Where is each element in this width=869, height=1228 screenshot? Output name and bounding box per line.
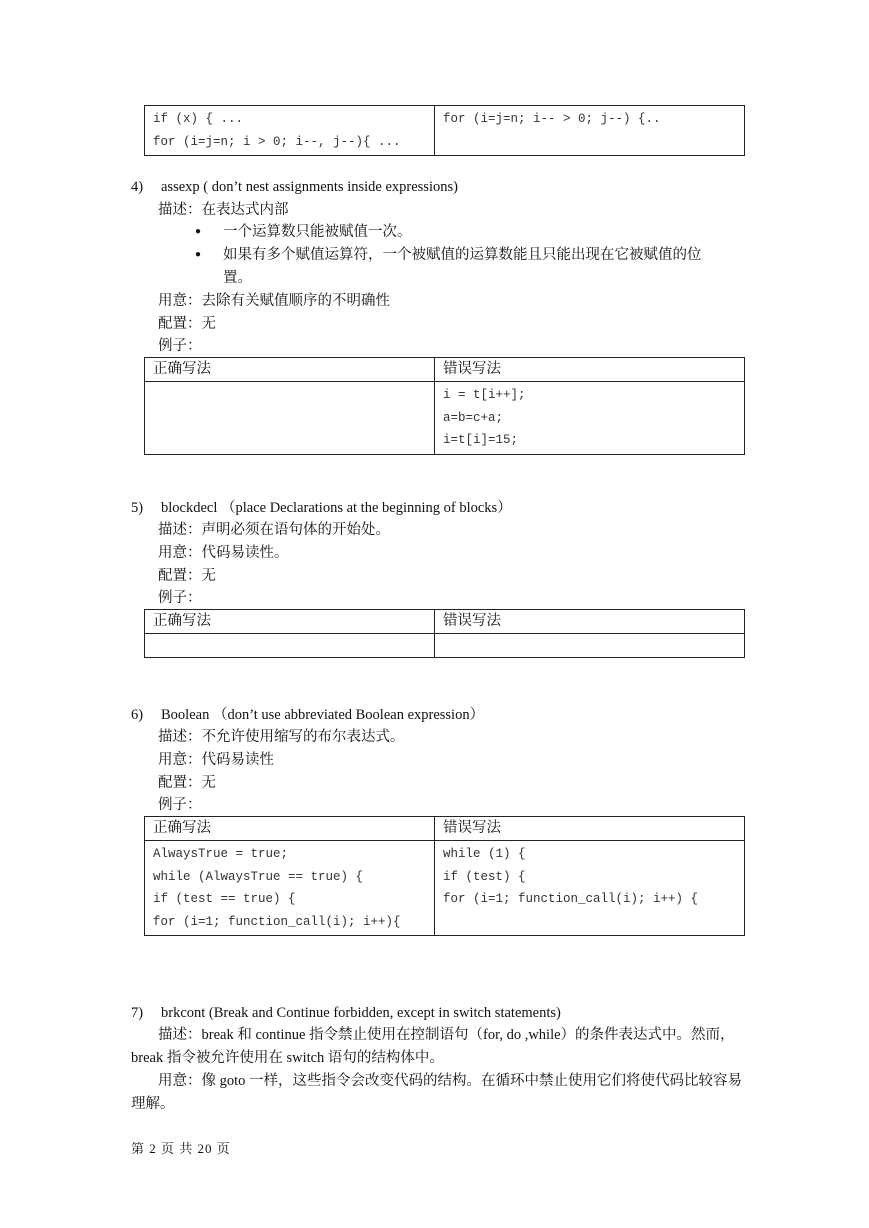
wrong-code-cell — [435, 634, 745, 658]
section-title: brkcont (Break and Continue forbidden, except in switch statements) — [161, 1005, 561, 1021]
s7-intent: 用意：像 goto 一样，这些指令会改变代码的结构。在循环中禁止使用它们将使代码比较容易理解。 — [131, 1073, 743, 1112]
table-header-row — [145, 610, 745, 634]
code-line: while (1) { — [443, 847, 526, 861]
section-title: assexp ( don’t nest assignments inside expressions) — [161, 179, 458, 195]
table-header-row — [145, 817, 745, 841]
code-line: for (i=j=n; i-- > 0; j--) {.. — [443, 112, 661, 126]
s5-example-table — [144, 609, 745, 658]
top-code-table — [144, 105, 745, 156]
table-row — [145, 382, 745, 455]
wrong-code-cell — [435, 841, 745, 936]
col-correct-header: 正确写法 — [145, 610, 435, 634]
code-line: AlwaysTrue = true; — [153, 847, 289, 861]
wrong-code-cell — [435, 382, 745, 455]
bullet-icon: ● — [195, 226, 202, 237]
s4-bullet-2-cont: 置。 — [223, 270, 252, 286]
section-6-heading — [131, 705, 484, 725]
s4-bullet-1: 一个运算数只能被赋值一次。 — [223, 224, 412, 240]
section-number: 5) — [131, 500, 144, 516]
col-wrong-header: 错误写法 — [435, 817, 745, 841]
code-line: a=b=c+a; — [443, 410, 504, 425]
col-correct-header: 正确写法 — [145, 817, 435, 841]
code-line: while (AlwaysTrue == true) { — [153, 869, 364, 884]
s5-intent: 用意：代码易读性。 — [158, 545, 289, 561]
s4-example-table — [144, 357, 745, 455]
s4-description: 描述：在表达式内部 — [158, 202, 289, 218]
bullet-icon: ● — [195, 249, 202, 260]
code-line: for (i=j=n; i > 0; i--, j--){ ... — [153, 134, 401, 149]
code-line — [443, 911, 736, 934]
section-title: Boolean （don’t use abbreviated Boolean expression） — [161, 707, 485, 723]
s4-example-label: 例子： — [158, 338, 202, 354]
col-correct-header: 正确写法 — [145, 358, 435, 382]
s6-example-label: 例子： — [158, 797, 202, 813]
code-line: i = t[i++]; — [443, 388, 526, 402]
code-line: if (x) { ... — [153, 112, 244, 126]
code-line: if (test) { — [443, 869, 526, 884]
section-title: blockdecl （place Declarations at the beginning of blocks） — [161, 500, 512, 516]
section-7-heading — [131, 1003, 561, 1023]
section-number: 6) — [131, 707, 144, 723]
s6-config: 配置：无 — [158, 775, 216, 791]
table-header-row — [145, 358, 745, 382]
col-wrong-header: 错误写法 — [435, 358, 745, 382]
s4-bullet-2: 如果有多个赋值运算符，一个被赋值的运算数能且只能出现在它被赋值的位 — [223, 247, 702, 263]
col-wrong-header: 错误写法 — [435, 610, 745, 634]
top-table-right-cell — [435, 106, 745, 156]
table-row — [145, 634, 745, 658]
s4-intent: 用意：去除有关赋值顺序的不明确性 — [158, 293, 390, 309]
code-line: i=t[i]=15; — [443, 433, 519, 447]
table-row — [145, 106, 745, 156]
table-row — [145, 841, 745, 936]
s5-example-label: 例子： — [158, 590, 202, 606]
code-line: if (test == true) { — [153, 892, 296, 906]
s6-intent: 用意：代码易读性 — [158, 752, 274, 768]
section-4-heading — [131, 177, 458, 197]
s6-description: 描述：不允许使用缩写的布尔表达式。 — [158, 729, 405, 745]
correct-code-cell — [145, 382, 435, 455]
s4-config: 配置：无 — [158, 316, 216, 332]
s5-config: 配置：无 — [158, 568, 216, 584]
top-table-left-cell — [145, 106, 435, 156]
correct-code-cell — [145, 841, 435, 936]
section-number: 4) — [131, 179, 144, 195]
s6-example-table — [144, 816, 745, 936]
section-number: 7) — [131, 1005, 144, 1021]
code-line: for (i=1; function_call(i); i++){ — [153, 914, 401, 929]
correct-code-cell — [145, 634, 435, 658]
page-footer: 第 2 页 共 20 页 — [131, 1141, 231, 1156]
section-5-heading — [131, 498, 512, 518]
s7-description: 描述：break 和 continue 指令禁止使用在控制语句（for, do ,while）的条件表达式中。然而，break 指令被允许使用在 switch 语句的结构体中。 — [131, 1027, 735, 1066]
code-line: for (i=1; function_call(i); i++) { — [443, 892, 699, 906]
s5-description: 描述：声明必须在语句体的开始处。 — [158, 522, 390, 538]
